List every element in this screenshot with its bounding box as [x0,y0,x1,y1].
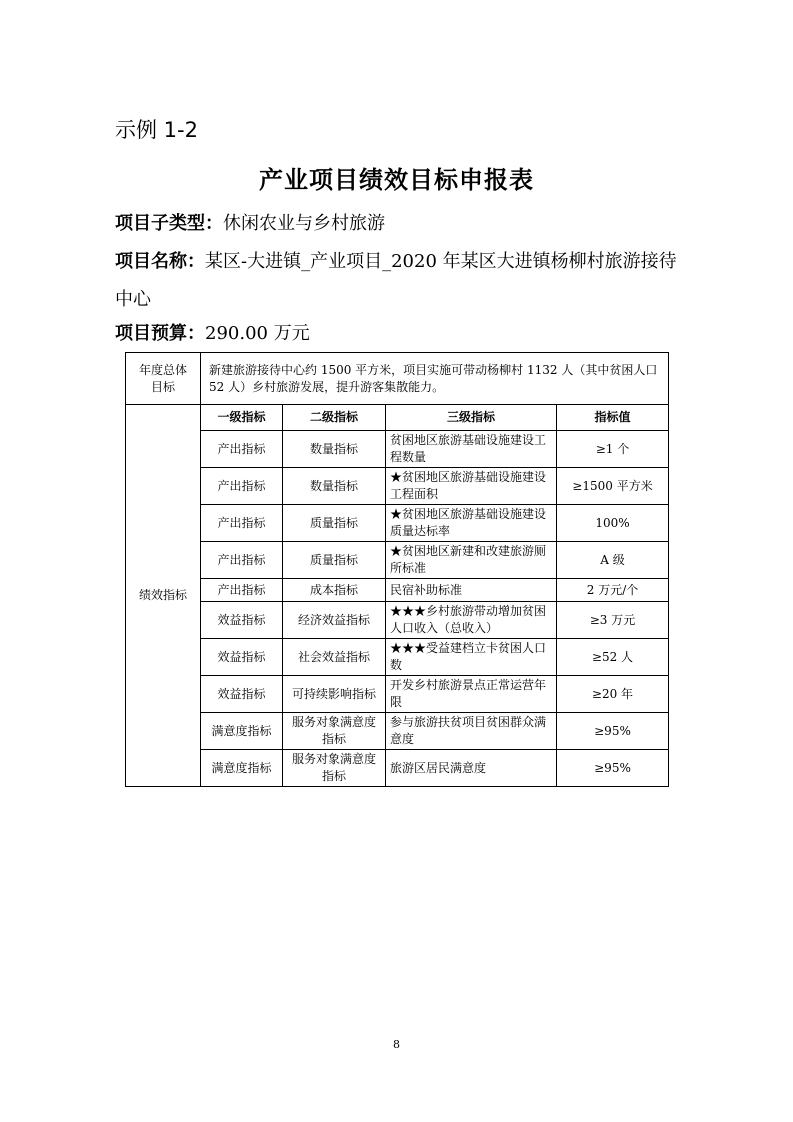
table-row [126,676,669,713]
value-cell: ≥95% [557,713,669,750]
value-cell: ≥52 人 [557,639,669,676]
table-row [126,602,669,639]
level1-cell: 产出指标 [201,505,283,542]
table-row [126,505,669,542]
level1-cell: 产出指标 [201,431,283,468]
header-level2: 二级指标 [283,405,386,431]
project-subtype-label: 项目子类型： [115,213,223,234]
project-budget-label: 项目预算： [115,323,205,344]
project-name-value: 某区-大进镇_产业项目_2020 年某区大进镇杨柳村旅游接待中心 [115,251,677,310]
page-number: 8 [393,1038,400,1051]
level3-cell: ★★★乡村旅游带动增加贫困人口收入（总收入） [386,602,557,639]
level2-cell: 经济效益指标 [283,602,386,639]
table-row [126,579,669,602]
value-cell: ≥3 万元 [557,602,669,639]
level1-cell: 产出指标 [201,579,283,602]
level2-cell: 成本指标 [283,579,386,602]
value-cell: ≥1500 平方米 [557,468,669,505]
project-budget-value: 290.00 万元 [205,323,310,344]
level1-cell: 满意度指标 [201,750,283,787]
table-row [126,750,669,787]
page-title: 产业项目绩效目标申报表 [259,165,534,194]
level3-cell: ★贫困地区旅游基础设施建设工程面积 [386,468,557,505]
table-row [126,713,669,750]
performance-table [125,352,669,787]
header-value: 指标值 [557,405,669,431]
level3-cell: 开发乡村旅游景点正常运营年限 [386,676,557,713]
value-cell: ≥95% [557,750,669,787]
value-cell: ≥20 年 [557,676,669,713]
level1-cell: 产出指标 [201,542,283,579]
level1-cell: 效益指标 [201,676,283,713]
level1-cell: 效益指标 [201,602,283,639]
project-budget-line [115,315,310,353]
level3-cell: 贫困地区旅游基础设施建设工程数量 [386,431,557,468]
level2-cell: 数量指标 [283,468,386,505]
example-label: 示例 1-2 [115,118,198,142]
header-level1: 一级指标 [201,405,283,431]
level3-cell: ★★★受益建档立卡贫困人口数 [386,639,557,676]
level3-cell: ★贫困地区旅游基础设施建设质量达标率 [386,505,557,542]
value-cell: 100% [557,505,669,542]
table-row [126,431,669,468]
project-name-label: 项目名称： [115,251,205,272]
level1-cell: 满意度指标 [201,713,283,750]
project-subtype-line [115,205,385,243]
performance-indicators-label: 绩效指标 [126,405,201,787]
level3-cell: 旅游区居民满意度 [386,750,557,787]
level2-cell: 社会效益指标 [283,639,386,676]
level2-cell: 数量指标 [283,431,386,468]
level1-cell: 效益指标 [201,639,283,676]
project-name-line [115,243,685,319]
level2-cell: 可持续影响指标 [283,676,386,713]
value-cell: ≥1 个 [557,431,669,468]
level2-cell: 质量指标 [283,505,386,542]
level3-cell: ★贫困地区新建和改建旅游厕所标准 [386,542,557,579]
value-cell: 2 万元/个 [557,579,669,602]
level3-cell: 参与旅游扶贫项目贫困群众满意度 [386,713,557,750]
value-cell: A 级 [557,542,669,579]
annual-goal-text: 新建旅游接待中心约 1500 平方米，项目实施可带动杨柳村 1132 人（其中贫困人口 52 人）乡村旅游发展，提升游客集散能力。 [201,353,669,405]
level2-cell: 服务对象满意度指标 [283,713,386,750]
annual-goal-label: 年度总体目标 [126,353,201,405]
level3-cell: 民宿补助标准 [386,579,557,602]
annual-goal-row [126,353,669,405]
level2-cell: 质量指标 [283,542,386,579]
header-level3: 三级指标 [386,405,557,431]
project-subtype-value: 休闲农业与乡村旅游 [223,213,385,234]
table-row [126,639,669,676]
table-row [126,468,669,505]
table-header-row [126,405,669,431]
level1-cell: 产出指标 [201,468,283,505]
level2-cell: 服务对象满意度指标 [283,750,386,787]
table-row [126,542,669,579]
